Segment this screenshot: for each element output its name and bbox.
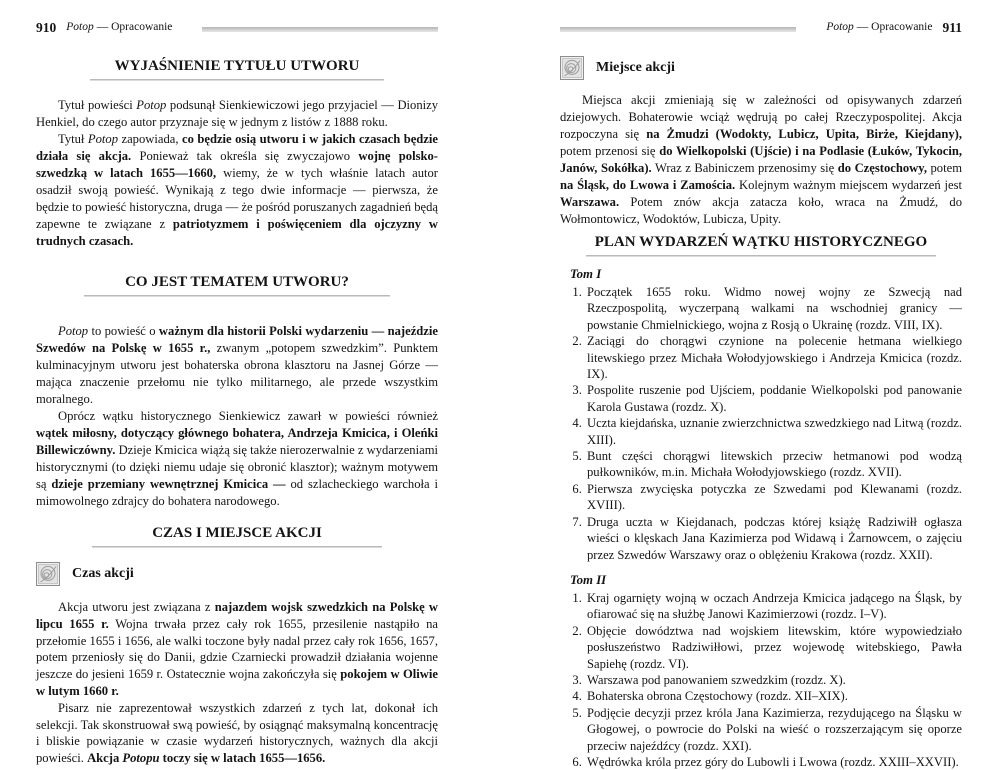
section-heading: WYJAŚNIENIE TYTUŁU UTWORU: [114, 58, 360, 74]
header-rule: [560, 27, 796, 32]
list-item: 5. Bunt części chorągwi litewskich przeciw hetmanowi pod wodzą pułkowników, m.in. Michała Wołodyjowskiego (rozdz. XVII).: [585, 448, 962, 481]
paragraph: Miejsca akcji zmieniają się w zależności od opisywanych zdarzeń dziejowych. Bohaterowie wciąż wędrują po całej Rzeczypospolitej. Akcja rozpoczyna się na Żmudzi (Wodokty, Lubicz, Upita, Birże, Kiejdany), potem przenosi się do Wielkopolski (Ujście) i na Podlasie (Łuków, Tykocin, Janów, Sokółka). Wraz z Babiniczem przenosimy się do Częstochowy, potem na Śląsk, do Lwowa i Zamościa. Kolejnym ważnym miejscem wydarzeń jest Warszawa. Potem znów akcja zatacza koło, wraca na Żmudź, do Wołmontowicz, Wodoktów, Lubicza, Upity.: [560, 93, 963, 226]
page-number: 911: [942, 20, 962, 35]
subsection-header: [560, 56, 962, 80]
spiral-ornament-icon: [36, 562, 60, 586]
paragraph: Pisarz nie zaprezentował wszystkich zdarzeń z tych lat, dokonał ich selekcji. Tak skonstruował swą powieść, by osiągnąć maksymalną koncentrację i bliskie powiązanie w czasie wydarzeń historycznych, ważnych dla akcji powieści. Akcja Potopu toczy się w latach 1655—1656.: [36, 700, 438, 766]
list-item: 3. Warszawa pod panowaniem szwedzkim (rozdz. X).: [585, 672, 962, 688]
header-rule: [202, 27, 438, 32]
paragraph: Tytuł Potop zapowiada, co będzie osią utworu i w jakich czasach będzie działa się akcja. Ponieważ tak określa się zwyczajowo wojnę polsko-szwedzką w latach 1655—1660, wiemy, że w tych właśnie latach autor osadził swoją powieść. Wynikają z tego dwie informacje — pierwsza, że będzie to powieść historyczna, druga — że pośród poruszanych zagadnień będą zapewne te związane z patriotyzmem i poświęceniem dla ojczyzny w trudnych czasach.: [36, 132, 438, 248]
section-heading: CZAS I MIEJSCE AKCJI: [152, 525, 322, 541]
list-item: 1. Kraj ogarnięty wojną w oczach Andrzeja Kmicica jadącego na Śląsk, by ofiarować się na służbę Janowi Kazimierzowi (rozdz. I–V).: [585, 590, 962, 623]
heading-rule: [586, 255, 936, 257]
list-item: 2. Objęcie dowództwa nad wojskiem litewskim, które wypowiedziało posłuszeństwo Radziwiłłowi, przez wojewodę witebskiego, Pawła Sapiehę (rozdz. VI).: [585, 623, 962, 672]
heading-rule: [92, 546, 381, 548]
paragraph: Oprócz wątku historycznego Sienkiewicz zawarł w powieści również wątek miłosny, dotyczący głównego bohatera, Andrzeja Kmicica, i Oleńki Billewiczówny. Dzieje Kmicica wiążą się także nierozerwalnie z wydarzeniami historycznymi (to dzięki niemu udaje się obronić klasztor); ważnym motywem są dzieje przemiany wewnętrznej Kmicica — od szlacheckiego warchoła i mimowolnego zdrajcy do bohatera narodowego.: [36, 409, 438, 508]
tom-title: Tom II: [570, 572, 607, 587]
subsection-header: [36, 562, 438, 586]
page-right: [560, 20, 962, 770]
paragraph: Potop to powieść o ważnym dla historii Polski wydarzeniu — najeździe Szwedów na Polskę w 1655 r., zwanym „potopem szwedzkim”. Punktem kulminacyjnym utworu jest bohaterska obrona klasztoru na Jasnej Górze — mająca znaczenie przełomu nie tylko militarnego, ale przede wszystkim moralnego.: [36, 324, 438, 406]
list-item: 2. Zaciągi do chorągwi czynione na polecenie hetmana wielkiego litewskiego przez Michała Wołodyjowskiego i Andrzeja Kmicica (rozdz. IX).: [585, 333, 962, 382]
section-heading: CO JEST TEMATEM UTWORU?: [125, 274, 349, 290]
list-item: 1. Początek 1655 roku. Widmo nowej wojny ze Szwecją nad Rzeczpospolitą, wyczerpaną walkami na wschodniej granicy — powstanie Chmielnickiego, wojna z Rosją o Ukrainę (rozdz. VIII, IX).: [585, 284, 962, 333]
subsection-title: Miejsce akcji: [596, 60, 675, 75]
section-heading: PLAN WYDARZEŃ WĄTKU HISTORYCZNEGO: [594, 234, 928, 250]
subsection-title: Czas akcji: [72, 566, 134, 581]
list-item: 7. Druga uczta w Kiejdanach, podczas której książę Radziwiłł ogłasza wieści o klęskach Jana Kazimierza pod Widawą i Żarnowcem, o zajęciu przez Szwedów Warszawy oraz o oblężeniu Krakowa (rozdz. XXII).: [585, 514, 962, 563]
list-item: 6. Wędrówka króla przez góry do Lubowli i Lwowa (rozdz. XXIII–XXVII).: [585, 754, 962, 770]
list-item: 3. Pospolite ruszenie pod Ujściem, poddanie Wielkopolski pod panowanie Karola Gustawa (rozdz. X).: [585, 382, 962, 415]
paragraph: Akcja utworu jest związana z najazdem wojsk szwedzkich na Polskę w lipcu 1655 r. Wojna trwała przez cały rok 1655, przesilenie nastąpiło na przełomie 1655 i 1656, ale walki toczone były nadal przez cały rok 1656, 1657, potem przeniosły się do Danii, gdzie Czarniecki prowadził działania wojenne jeszcze do jesieni 1659 r. Ostatecznie wojna zakończyła się pokojem w Oliwie w lutym 1660 r.: [36, 600, 438, 698]
page-left: [36, 20, 438, 767]
heading-rule: [84, 295, 390, 297]
heading-rule: [90, 79, 383, 81]
running-title: Potop — Opracowanie: [66, 21, 173, 33]
list-item: 4. Bohaterska obrona Częstochowy (rozdz. XII–XIX).: [585, 688, 962, 704]
tom1-list: [568, 284, 962, 563]
paragraph: Tytuł powieści Potop podsunął Sienkiewiczowi jego przyjaciel — Dionizy Henkiel, do czego autor przyznaje się w jednym z listów z 1888 roku.: [36, 98, 439, 129]
tom-title: Tom I: [570, 267, 602, 281]
page-header: [36, 20, 438, 34]
list-item: 4. Uczta kiejdańska, uznanie zwierzchnictwa szwedzkiego nad Litwą (rozdz. XIII).: [585, 415, 962, 448]
spiral-ornament-icon: [560, 56, 584, 80]
tom2-list: [568, 590, 962, 770]
list-item: 6. Pierwsza zwycięska potyczka ze Szwedami pod Klewanami (rozdz. XVIII).: [585, 481, 962, 514]
page-number: 910: [36, 20, 57, 35]
page-header: [560, 20, 962, 34]
running-title: Potop — Opracowanie: [826, 21, 933, 33]
list-item: 5. Podjęcie decyzji przez króla Jana Kazimierza, rezydującego na Śląsku w Głogowej, o powrocie do Polski na wieść o rozszerzającym się oporze przeciw najeźdźcy (rozdz. XXI).: [585, 705, 962, 754]
